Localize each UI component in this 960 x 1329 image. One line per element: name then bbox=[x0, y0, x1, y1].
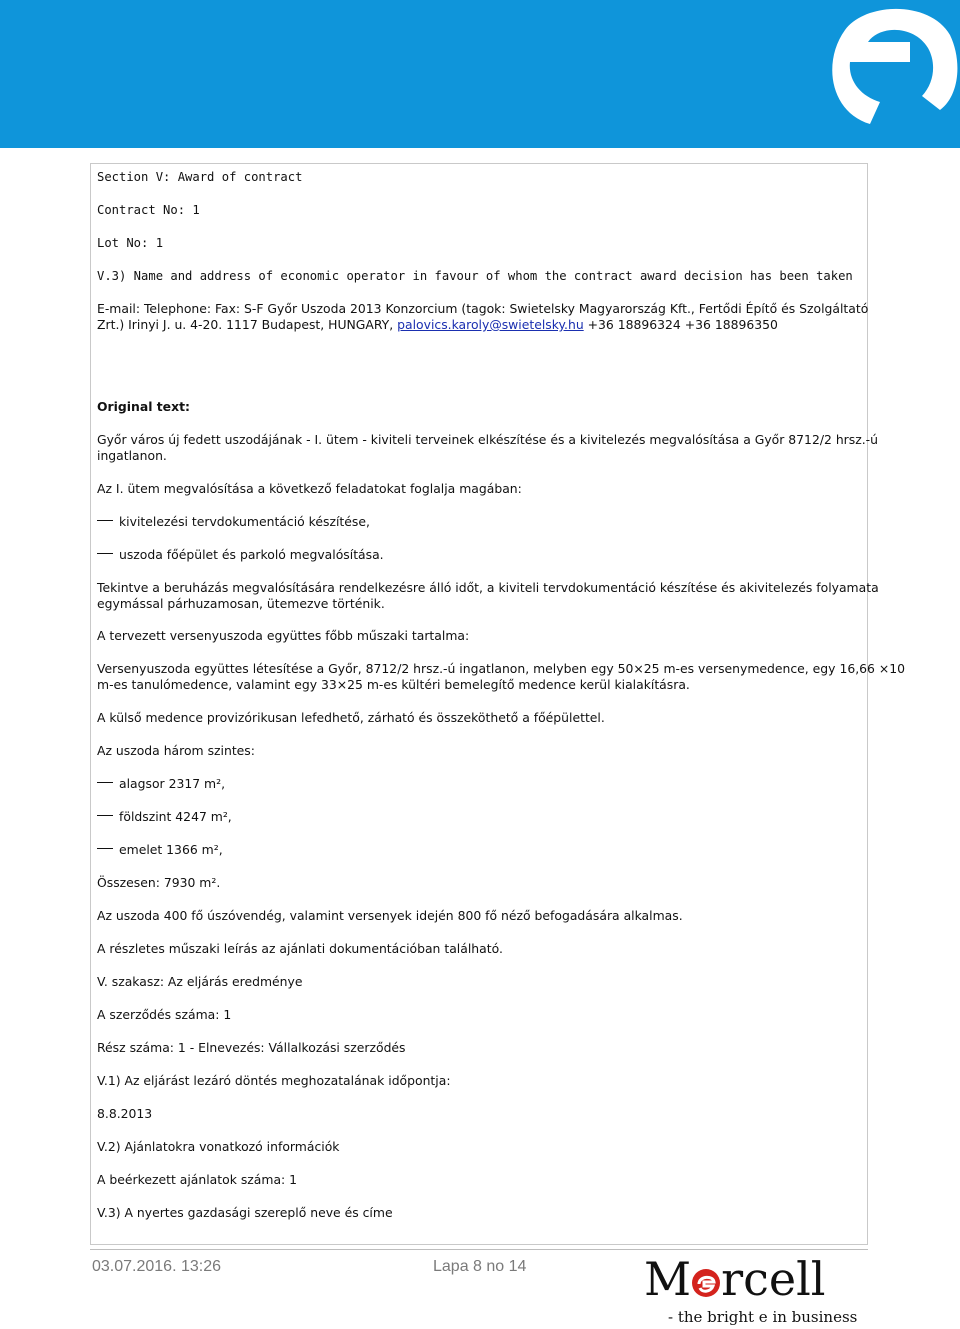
dash-bullet-icon bbox=[97, 782, 113, 783]
operator-address-line2 bbox=[97, 317, 778, 333]
paragraph-18: V.3) A nyertes gazdasági szereplő neve és címe bbox=[97, 1205, 393, 1220]
paragraph-5-line1: Versenyuszoda együttes létesítése a Győr, 8712/2 hrsz.-ú ingatlanon, melyben egy 50×25 m-es versenymedence, egy 16,66 ×10 bbox=[97, 661, 906, 676]
paragraph-1-line2: ingatlanon. bbox=[97, 448, 167, 463]
contract-number: Contract No: 1 bbox=[97, 203, 200, 217]
list-item bbox=[97, 776, 225, 792]
paragraph-15: 8.8.2013 bbox=[97, 1106, 153, 1121]
paragraph-8: Összesen: 7930 m². bbox=[97, 875, 221, 890]
dash-bullet-icon bbox=[97, 815, 113, 816]
paragraph-11: V. szakasz: Az eljárás eredménye bbox=[97, 974, 303, 989]
paragraph-17: A beérkezett ajánlatok száma: 1 bbox=[97, 1172, 298, 1187]
original-text-label: Original text: bbox=[97, 399, 190, 414]
paragraph-16: V.2) Ajánlatokra vonatkozó információk bbox=[97, 1139, 340, 1154]
paragraph-6: A külső medence provizórikusan lefedhető, zárható és összeköthető a főépülettel. bbox=[97, 710, 605, 725]
footer-page-number: Lapa 8 no 14 bbox=[433, 1258, 527, 1275]
dash-bullet-icon bbox=[97, 848, 113, 849]
paragraph-12: A szerződés száma: 1 bbox=[97, 1007, 232, 1022]
list-item-text: emelet 1366 m², bbox=[119, 842, 223, 857]
operator-phone-numbers: +36 18896324 +36 18896350 bbox=[583, 317, 778, 332]
list-item-text: uszoda főépület és parkoló megvalósítása. bbox=[119, 547, 384, 562]
logo-e-icon bbox=[691, 1257, 721, 1290]
logo-letter-m: M bbox=[644, 1252, 692, 1306]
paragraph-4: A tervezett versenyuszoda együttes főbb műszaki tartalma: bbox=[97, 628, 470, 643]
email-link[interactable]: palovics.karoly@swietelsky.hu bbox=[397, 317, 584, 332]
lot-number: Lot No: 1 bbox=[97, 236, 164, 250]
logo-letters: rcell bbox=[721, 1252, 826, 1306]
operator-address-text: Zrt.) Irinyi J. u. 4-20. 1117 Budapest, HUNGARY, bbox=[97, 317, 398, 332]
header-banner bbox=[0, 0, 960, 148]
paragraph-14: V.1) Az eljárást lezáró döntés meghozatalának időpontja: bbox=[97, 1073, 451, 1088]
footer-date: 03.07.2016. 13:26 bbox=[92, 1258, 222, 1275]
marcell-logo bbox=[644, 1253, 826, 1305]
paragraph-2: Az I. ütem megvalósítása a következő feladatokat foglalja magában: bbox=[97, 481, 522, 496]
paragraph-3-line1: Tekintve a beruházás megvalósítására rendelkezésre álló időt, a kiviteli tervdokumentáció készítése és akivitelezés folyamata bbox=[97, 580, 879, 595]
list-item bbox=[97, 514, 370, 530]
paragraph-3-line2: egymással párhuzamosan, ütemezve történik. bbox=[97, 596, 385, 611]
paragraph-5-line2: m-es tanulómedence, valamint egy 33×25 m-es kültéri bemelegítő medence kerül kialakításra. bbox=[97, 677, 690, 692]
dash-bullet-icon bbox=[97, 520, 113, 521]
paragraph-9: Az uszoda 400 fő úszóvendég, valamint versenyek idején 800 fő néző befogadására alkalmas. bbox=[97, 908, 683, 923]
brand-e-logo-icon bbox=[810, 0, 960, 148]
operator-address-line1: E-mail: Telephone: Fax: S-F Győr Uszoda 2013 Konzorcium (tagok: Swietelsky Magyarország Kft., Fertődi Építő és Szolgáltató bbox=[97, 301, 869, 316]
operator-heading: V.3) Name and address of economic operator in favour of whom the contract award decision has been taken bbox=[97, 269, 853, 283]
paragraph-1-line1: Győr város új fedett uszodájának - I. ütem - kiviteli terveinek elkészítése és a kivitelezés megvalósítása a Győr 8712/2 hrsz.-ú bbox=[97, 432, 878, 447]
paragraph-10: A részletes műszaki leírás az ajánlati dokumentációban található. bbox=[97, 941, 503, 956]
list-item-text: alagsor 2317 m², bbox=[119, 776, 226, 791]
list-item-text: kivitelezési tervdokumentáció készítése, bbox=[119, 514, 370, 529]
list-item bbox=[97, 842, 223, 858]
logo-tagline: - the bright e in business bbox=[668, 1308, 858, 1326]
dash-bullet-icon bbox=[97, 553, 113, 554]
footer-divider bbox=[90, 1249, 868, 1250]
paragraph-13: Rész száma: 1 - Elnevezés: Vállalkozási szerződés bbox=[97, 1040, 406, 1055]
section-heading: Section V: Award of contract bbox=[97, 170, 303, 184]
list-item-text: földszint 4247 m², bbox=[119, 809, 232, 824]
paragraph-7: Az uszoda három szintes: bbox=[97, 743, 255, 758]
list-item bbox=[97, 809, 232, 825]
list-item bbox=[97, 547, 384, 563]
